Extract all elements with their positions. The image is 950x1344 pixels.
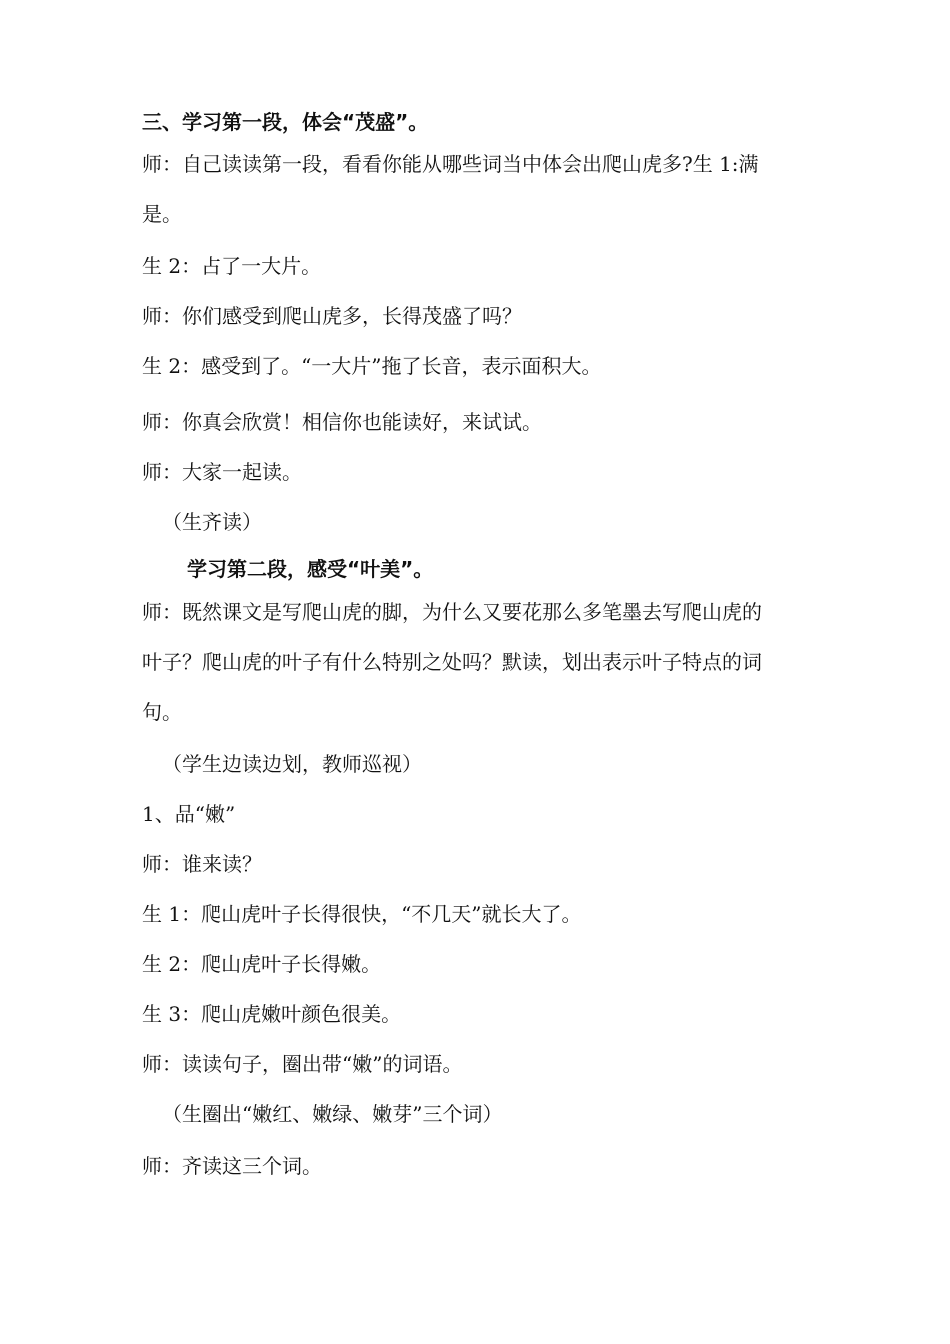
stage-direction: （生圈出“嫩红、嫩绿、嫩芽”三个词） <box>162 1102 503 1126</box>
stage-direction: （生齐读） <box>162 510 262 534</box>
stage-direction: （学生边读边划，教师巡视） <box>162 752 422 776</box>
paragraph-line: 生 2：感受到了。“一大片”拖了长音，表示面积大。 <box>142 354 602 378</box>
paragraph-line: 生 1：爬山虎叶子长得很快，“不几天”就长大了。 <box>142 902 582 926</box>
paragraph-line: 生 2：占了一大片。 <box>142 254 322 278</box>
paragraph-line: 师：你真会欣赏！相信你也能读好，来试试。 <box>142 410 542 434</box>
paragraph-line: 师：大家一起读。 <box>142 460 302 484</box>
paragraph-line: 句。 <box>142 700 182 724</box>
paragraph-line: 师：自己读读第一段，看看你能从哪些词当中体会出爬山虎多?生 1:满 <box>142 152 759 176</box>
paragraph-line: 生 3：爬山虎嫩叶颜色很美。 <box>142 1002 402 1026</box>
paragraph-line: 是。 <box>142 202 182 226</box>
paragraph-line: 师：既然课文是写爬山虎的脚，为什么又要花那么多笔墨去写爬山虎的 <box>142 600 762 624</box>
paragraph-line: 师：齐读这三个词。 <box>142 1154 322 1178</box>
paragraph-line: 叶子？爬山虎的叶子有什么特别之处吗？默读，划出表示叶子特点的词 <box>142 650 762 674</box>
paragraph-line: 师：谁来读？ <box>142 852 262 876</box>
paragraph-line: 生 2：爬山虎叶子长得嫩。 <box>142 952 382 976</box>
paragraph-line: 师：你们感受到爬山虎多，长得茂盛了吗？ <box>142 304 522 328</box>
subsection-heading: 1、品“嫩” <box>142 802 236 826</box>
paragraph-line: 师：读读句子，圈出带“嫩”的词语。 <box>142 1052 463 1076</box>
section-heading-3: 三、学习第一段，体会“茂盛”。 <box>142 110 429 134</box>
section-heading-4: 学习第二段，感受“叶美”。 <box>187 557 434 581</box>
